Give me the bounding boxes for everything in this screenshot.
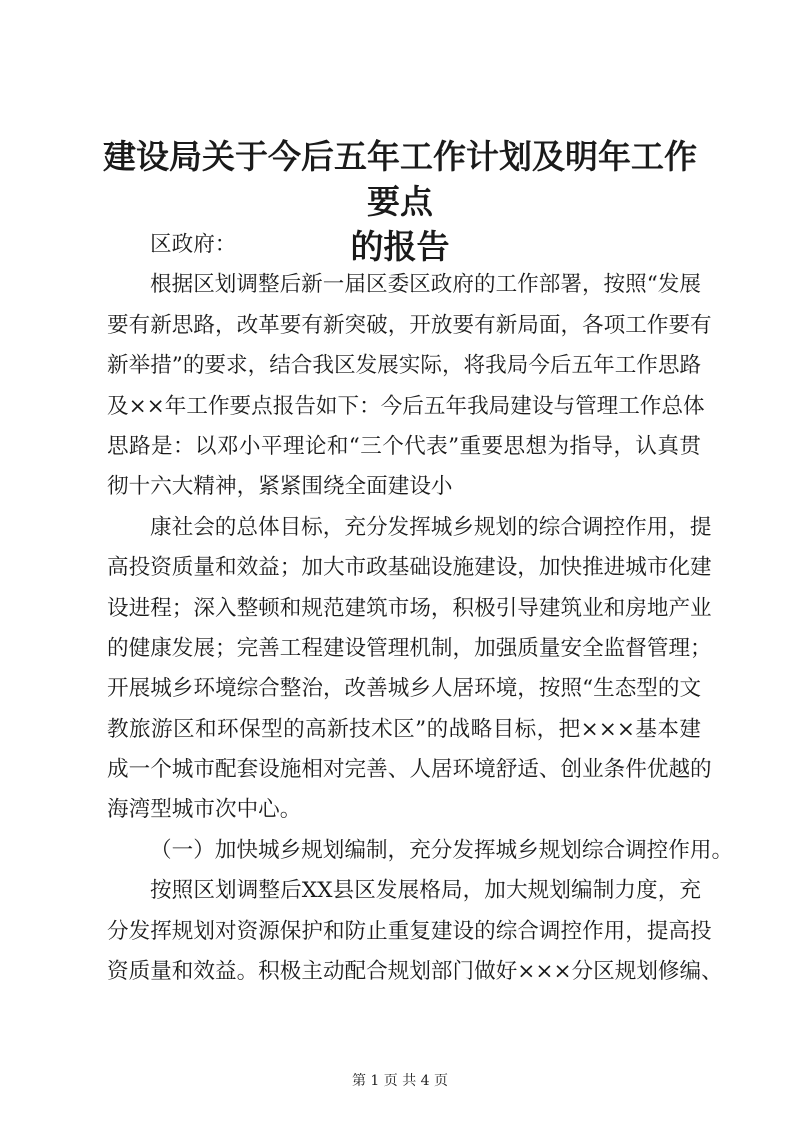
paragraph-1-line-5: 思路是：以邓小平理论和“三个代表”重要思想为指导，认真贯 (107, 433, 701, 459)
document-body (107, 225, 734, 992)
paragraph-2-line-7: 成一个城市配套设施相对完善、人居环境舒适、创业条件优越的 (107, 757, 712, 783)
paragraph-3-line-3: 资质量和效益。积极主动配合规划部门做好×××分区规划修编、 (107, 959, 723, 985)
paragraph-2-line-5: 开展城乡环境综合整治，改善城乡人居环境，按照“生态型的文 (107, 676, 702, 702)
paragraph-1-line-4: 及××年工作要点报告如下：今后五年我局建设与管理工作总体 (107, 393, 705, 419)
paragraph-1-line-1: 根据区划调整后新一届区委区政府的工作部署，按照“发展 (150, 272, 701, 298)
section-heading-1: （一）加快城乡规划编制，充分发挥城乡规划综合调控作用。 (150, 837, 734, 863)
paragraph-1-line-2: 要有新思路，改革要有新突破，开放要有新局面，各项工作要有 (107, 312, 712, 338)
paragraph-1-line-6: 彻十六大精神，紧紧围绕全面建设小 (107, 474, 453, 500)
paragraph-1-line-3: 新举措”的要求，结合我区发展实际，将我局今后五年工作思路 (107, 353, 702, 379)
salutation: 区政府： (150, 232, 237, 257)
paragraph-3-line-2: 分发挥规划对资源保护和防止重复建设的综合调控作用，提高投 (107, 918, 712, 944)
paragraph-2-line-8: 海湾型城市次中心。 (107, 797, 302, 823)
paragraph-2-line-3: 设进程；深入整顿和规范建筑市场，积极引导建筑业和房地产业 (107, 595, 712, 621)
title-line-2: 的报告 (350, 227, 450, 266)
page-number-footer: 第 1 页 共 4 页 (351, 1073, 449, 1089)
paragraph-2-line-4: 的健康发展；完善工程建设管理机制，加强质量安全监督管理； (107, 635, 712, 661)
paragraph-3-line-1: 按照区划调整后XX县区发展格局，加大规划编制力度，充 (150, 878, 701, 904)
title-line-1: 建设局关于今后五年工作计划及明年工作要点 (103, 137, 697, 221)
paragraph-2-line-2: 高投资质量和效益；加大市政基础设施建设，加快推进城市化建 (107, 555, 712, 581)
paragraph-2-line-1: 康社会的总体目标，充分发挥城乡规划的综合调控作用，提 (150, 514, 712, 540)
paragraph-2-line-6: 教旅游区和环保型的高新技术区”的战略目标，把×××基本建 (107, 716, 701, 742)
